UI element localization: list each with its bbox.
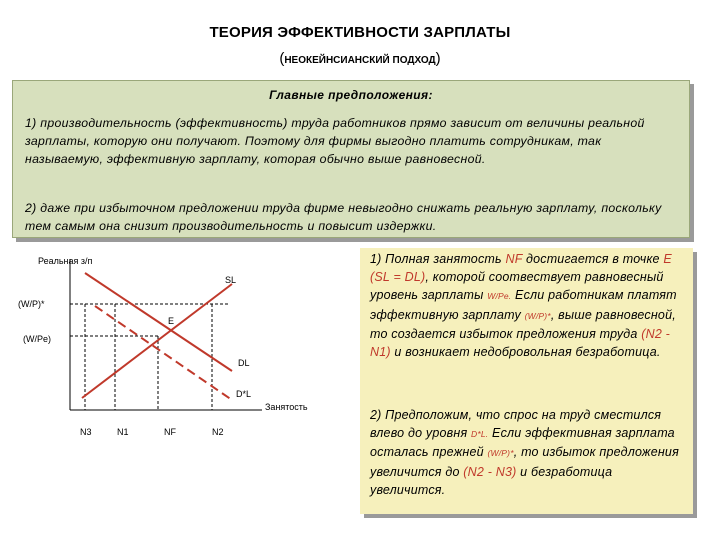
n3-label: N3 bbox=[80, 427, 92, 437]
subtitle-open-paren: ( bbox=[279, 50, 285, 67]
dl-star-term: D*L. bbox=[471, 429, 489, 440]
nf-term: NF bbox=[505, 252, 523, 266]
labor-market-diagram bbox=[0, 240, 350, 440]
text-span: , то избыток предложения увеличится до bbox=[370, 445, 679, 479]
text-span: , выше равновесной, то создается избыток предложения труда bbox=[370, 307, 676, 341]
wpe-term: W/Pe. bbox=[487, 291, 512, 302]
wp-star-term: (W/P)* bbox=[524, 310, 551, 321]
text-span: 1) Полная занятость bbox=[370, 252, 506, 266]
dl-label: DL bbox=[238, 358, 250, 368]
sl-label: SL bbox=[225, 275, 237, 285]
text-span: 2) Предположим, что спрос на труд сместился влево до уровня bbox=[370, 408, 662, 441]
n2-n3-term: (N2 - N3) bbox=[463, 464, 517, 479]
text-span: и возникает недобровольная безработица. bbox=[390, 345, 661, 360]
explanation-1 bbox=[370, 250, 688, 361]
equilibrium-term: E (SL = DL) bbox=[370, 252, 672, 285]
page-title: ТЕОРИЯ ЭФФЕКТИВНОСТИ ЗАРПЛАТЫ bbox=[209, 24, 511, 41]
page-subtitle bbox=[0, 50, 720, 67]
wpe-label: (W/Pe) bbox=[23, 334, 51, 344]
explanation-2 bbox=[370, 406, 688, 499]
n2-label: N2 bbox=[212, 427, 224, 437]
dl-star-label: D*L bbox=[236, 389, 252, 399]
n2-n1-term: (N2 - N1) bbox=[370, 326, 671, 360]
y-axis-label: Реальная з/п bbox=[38, 256, 93, 266]
explanation-box bbox=[360, 248, 693, 514]
text-span: достигается в точке bbox=[522, 252, 664, 266]
wp-star-label: (W/P)* bbox=[18, 299, 45, 309]
subtitle-text: НЕОКЕЙНСИАНСКИЙ ПОДХОД bbox=[284, 55, 436, 66]
nf-label: NF bbox=[164, 427, 176, 437]
subtitle-close-paren: ) bbox=[435, 50, 441, 67]
assumption-2: 2) даже при избыточном предложении труда фирме невыгодно снижать реальную зарплату, поскольку тем самым она снизит производительность и повысит издержки. bbox=[25, 201, 662, 233]
x-axis-label: Занятость bbox=[265, 402, 308, 412]
n1-label: N1 bbox=[117, 427, 129, 437]
wp-star-term-2: (W/P)* bbox=[487, 448, 514, 459]
assumption-1: 1) производительность (эффективность) труда работников прямо зависит от величины реальной зарплаты, которую они получают. Поэтому для фирмы выгодно платить сотрудникам, так называемую, эффективную зарплату, которая обычно выше равновесной. bbox=[25, 116, 645, 166]
demand-curve-dl-star bbox=[95, 306, 232, 400]
supply-curve-sl bbox=[82, 284, 232, 398]
text-span: Если работникам платят эффективную зарплату bbox=[370, 288, 677, 322]
e-point-label: E bbox=[168, 316, 175, 326]
assumptions-heading: Главные предположения: bbox=[269, 88, 433, 102]
text-span: , которой соотвествует равновесный уровень зарплаты bbox=[370, 270, 664, 303]
text-span: Если эффективная зарплата осталась прежней bbox=[370, 426, 675, 460]
text-span: и безработица увеличится. bbox=[370, 464, 613, 497]
assumptions-box bbox=[12, 80, 690, 238]
